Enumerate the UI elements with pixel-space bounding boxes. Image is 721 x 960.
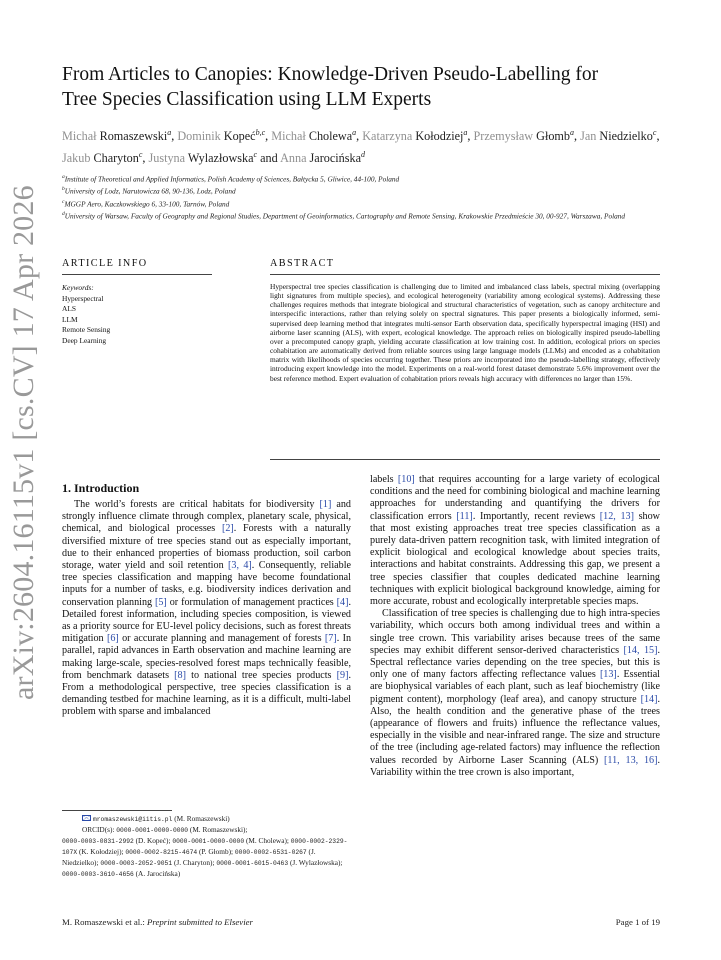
affiliation-mark: c [62, 198, 65, 205]
orcid-name: (P. Głomb); [199, 846, 234, 856]
author-affiliation-mark: a [463, 128, 468, 137]
orcid-rest [62, 836, 351, 880]
author-first-name: Anna [280, 150, 310, 165]
right-column [370, 474, 660, 779]
abstract-bottom-rule [270, 459, 660, 460]
author-last-name: Romaszewski [99, 129, 168, 144]
keyword: Deep Learning [62, 335, 107, 345]
author-last-name: Kopeć [223, 129, 256, 144]
author-affiliation-mark: a [167, 128, 172, 137]
title-line: Tree Species Classification using LLM Experts [62, 89, 432, 110]
footer-author: M. Romaszewski et al.: [62, 917, 145, 927]
abstract-rule [270, 274, 660, 275]
orcid-name: (D. Kopeć); [135, 835, 171, 845]
citation-link[interactable]: [10] [397, 474, 415, 485]
author-first-name: Justyna [148, 150, 188, 165]
orcid-id[interactable]: 0000-0001-6015-0463 [216, 859, 289, 867]
keyword: Remote Sensing [62, 325, 111, 335]
citation-link[interactable]: [6] [106, 633, 119, 645]
author-affiliation-mark: c [652, 128, 657, 137]
author-affiliation-mark: b,c [255, 128, 266, 137]
affiliation-line [62, 184, 667, 196]
orcid-name: (A. Jarocińska) [135, 868, 181, 878]
citation-link[interactable]: [12, 13] [599, 510, 634, 522]
orcid-name: (K. Kołodziej); [78, 846, 124, 856]
orcid-id[interactable]: 0000-0002-8215-4674 [125, 848, 198, 856]
orcid-name: (J. Wylazłowska); [289, 857, 343, 867]
affiliation-text: University of Lodz, Narutowicza 68, 90-136, Lodz, Poland [64, 186, 236, 196]
author-and: and [260, 150, 278, 165]
paragraph: The world’s forests are critical habitats for biodiversity [1] and strongly influence climate through complex, planetary scale, physical, chemical, and biological processes [2]. Forests with a naturally diversified mixture of tree species stand out as especially important, due to their enhanced properties of biomass production, soil carbon storage, water yield and soil retention [3, 4]. Consequently, reliable tree species classification and mapping have become foundational inputs for a number of tasks, e.g. biodiversity indices derivation and conservation planning [5] or formulation of management practices [4]. Detailed forest information, including species composition, is viewed as a priority source for EU-level policy decisions, such as forest threats mitigation [6] or accurate planning and management of forests [7]. In parallel, rapid advances in Earth observation and machine learning are making large-scale, species-resolved forest maps technically feasible, from benchmark datasets [8] to national tree species products [9]. From a methodological perspective, tree species classification is a demanding testbed for machine learning, as it is a difficult, multi-label problem with sparse and imbalanced [62, 499, 352, 718]
author-last-name: Wylazłowska [187, 150, 254, 165]
citation-link[interactable]: [13] [599, 669, 617, 681]
author-first-name: Michał [62, 129, 100, 144]
citation-link[interactable]: [11] [456, 510, 473, 522]
left-column [62, 499, 351, 719]
affiliation-text: MGGP Aero, Kaczkowskiego 6, 33-100, Tarnów, Poland [64, 199, 230, 209]
citation-link[interactable]: [4] [336, 596, 349, 608]
author-last-name: Kołodziej [415, 129, 464, 144]
orcid-name: (J. Niedzielko); [62, 846, 316, 867]
affiliation-mark: d [62, 211, 65, 218]
orcid-id[interactable]: 0000-0002-6531-0267 [234, 848, 307, 856]
author[interactable] [149, 151, 258, 165]
author-last-name: Jarocińska [309, 150, 361, 165]
orcid-id[interactable]: 0000-0001-0000-0000 [116, 826, 189, 834]
paragraph: labels [10] that requires accounting for a large variety of ecological conditions and the need for combining biological and machine learning approaches for understanding and quantifying the drivers for classification errors [11]. Importantly, recent reviews [12, 13] show that most existing approaches treat tree species classification as a purely data-driven pattern recognition task, with limited integration of explicit biological and ecological knowledge about species traits, interactions and habitat constraints. Addressing this gap, we present a tree species classifier that couples dedicated machine learning techniques with explicit biological background knowledge, aiming for more accurate, robust and ecologically interpretable species maps. [370, 474, 660, 608]
citation-link[interactable]: [2] [221, 523, 234, 535]
author[interactable] [62, 129, 171, 143]
abstract-heading: ABSTRACT [270, 258, 335, 269]
orcid-list [62, 825, 351, 880]
author[interactable] [362, 129, 467, 143]
author[interactable] [280, 151, 365, 165]
orcid-name: (M. Romaszewski); [189, 824, 248, 834]
author-last-name: Niedzielko [599, 129, 653, 144]
author-first-name: Jan [580, 129, 600, 144]
author-affiliation-mark: c [138, 149, 143, 159]
affiliation-line [62, 197, 667, 209]
orcid-id[interactable]: 0000-0001-0000-0000 [172, 837, 245, 845]
citation-link[interactable]: [11, 13, 16] [604, 754, 658, 766]
footnote [62, 814, 351, 879]
citation-link[interactable]: [14] [640, 693, 658, 705]
title-line: From Articles to Canopies: Knowledge-Driven Pseudo-Labelling for [62, 64, 599, 85]
citation-link[interactable]: [1] [319, 499, 332, 510]
footnote-email-line [62, 814, 351, 825]
arxiv-stamp: arXiv:2604.16115v1 [cs.CV] 17 Apr 2026 [7, 185, 40, 700]
author-last-name: Głomb [536, 129, 570, 144]
keyword: LLM [62, 314, 78, 324]
author[interactable] [271, 129, 356, 143]
author[interactable] [580, 129, 656, 143]
footnote-rule [62, 810, 172, 811]
affiliation-mark: a [62, 174, 65, 180]
affiliation-text: University of Warsaw, Faculty of Geography and Regional Studies, Department of Geoinformatics, Cartography and Remote Sensing, Krakowskie Przedmieście 30, 00-927, Warszawa, Poland [64, 211, 626, 221]
citation-link[interactable]: [14, 15] [623, 644, 658, 656]
author[interactable] [177, 129, 265, 143]
citation-link[interactable]: [8] [174, 669, 186, 681]
author-first-name: Michał [271, 129, 309, 144]
author-last-name: Charyton [93, 150, 139, 165]
email-owner: (M. Romaszewski) [174, 814, 230, 823]
section-heading-introduction: 1. Introduction [62, 481, 140, 495]
orcid-line [62, 825, 351, 836]
affiliation-text: Institute of Theoretical and Applied Informatics, Polish Academy of Sciences, Bałtycka 5, Gliwice, 44-100, Poland [64, 174, 400, 184]
citation-link[interactable]: [9] [336, 669, 349, 681]
keywords-block [62, 283, 212, 347]
author-first-name: Jakub [62, 150, 94, 165]
author-affiliation-mark: a [352, 128, 357, 137]
citation-link[interactable]: [3, 4] [228, 560, 252, 572]
citation-link[interactable]: [5] [155, 596, 167, 608]
affiliation-line [62, 209, 667, 221]
author-list: Michał Romaszewski$^a$, Dominik Kopeć$^{b,c}$, Michał Cholewa$^a$, Katarzyna Kołodziej$^a$, Przemysław Głomb$^a$, Jan Niedzielko$^c$, Jakub Charyton$^c$, Justyna Wylazłowska$^c$ and Anna Jarocińska$^d$ [62, 128, 660, 165]
article-info-rule [62, 274, 212, 275]
abstract-text: Hyperspectral tree species classification is challenging due to limited and imbalanced class labels, spectral mixing (overlapping light signatures from multiple species), and ecological heterogeneity (variability among ecological systems). Addressing these challenges requires methods that integrate biological and structural characteristics of vegetation, such as canopy architecture and interspecific interactions, rather than relying solely on spectral signatures. This paper presents a biologically informed, semi-supervised deep learning method that integrates multi-sensor Earth observation data, specifically hyperspectral imaging (HSI) and airborne laser scanning (ALS), with expert, ecological knowledge. The approach relies on biologically inspired pseudo-labelling over a precomputed canopy graph, yielding accurate classification at low training cost. In addition, ecological priors on species cohabitation are automatically derived from reliable sources using large language models (LLMs) and encoded as a cohabitation matrix with likelihoods of species occurring together. These priors are incorporated into the pseudo-labelling strategy, effectively introducing expert knowledge into the model. Experiments on a real-world forest dataset demonstrate 5.6% improvement over the best reference method. Expert evaluation of cohabitation priors reveals high accuracy with differences no larger than 15%. [270, 282, 660, 383]
page-footer [62, 917, 660, 927]
orcid-name: (M. Cholewa); [245, 835, 289, 845]
affiliations [62, 172, 667, 222]
affiliation-line [62, 172, 667, 184]
author-affiliation-mark: a [570, 128, 574, 137]
orcid-id[interactable]: 0000-0003-3610-4656 [62, 870, 134, 878]
orcid-id[interactable]: 0000-0002-2329-107X [62, 837, 348, 856]
author-first-name: Dominik [177, 129, 224, 144]
orcid-id[interactable]: 0000-0003-0831-2992 [62, 837, 134, 845]
orcid-id[interactable]: 0000-0003-2052-9051 [100, 859, 173, 867]
citation-link[interactable]: [7] [324, 633, 337, 645]
author-first-name: Katarzyna [362, 129, 416, 144]
page-number: Page 1 of 19 [615, 917, 660, 927]
paper-title [62, 62, 662, 112]
author-affiliation-mark: d [361, 149, 365, 159]
footer-journal: Preprint submitted to Elsevier [147, 917, 253, 927]
author-last-name: Cholewa [308, 129, 353, 144]
author[interactable] [62, 151, 142, 165]
orcid-label: ORCID(s): [82, 824, 117, 834]
affiliation-mark: b [62, 186, 65, 193]
author[interactable] [474, 129, 574, 143]
keyword: Hyperspectral [62, 293, 104, 303]
envelope-icon [82, 815, 91, 821]
author-affiliation-mark: c [253, 149, 258, 159]
keywords-label: Keywords: [62, 283, 94, 292]
keyword: ALS [62, 304, 76, 314]
article-info-heading: ARTICLE INFO [62, 258, 148, 269]
email-link[interactable]: mromaszewski@iitis.pl [93, 816, 173, 823]
author-first-name: Przemysław [473, 129, 537, 144]
orcid-name: (J. Charyton); [173, 857, 215, 867]
paragraph: Classification of tree species is challenging due to high intra-species variability, which occurs both among individual trees and within a single tree crown. This variability arises because trees of the same species may exhibit different sensor-derived characteristics [14, 15]. Spectral reflectance varies depending on the tree species, but this is only one of many factors affecting reflectance values [13]. Essential are biophysical variables of each plant, such as leaf biochemistry (like pigment content), morphology (leaf area), and canopy structure [14]. Also, the health condition and the generative phase of the trees (appearance of flowers and fruits) influence the reflectance values, especially in the visible and near-infrared range. The size and structure of the tree (including age-related factors) may influence the reflection values recorded by Airborne Laser Scanning (ALS) [11, 13, 16]. Variability within the tree crown is also important, [370, 608, 660, 778]
